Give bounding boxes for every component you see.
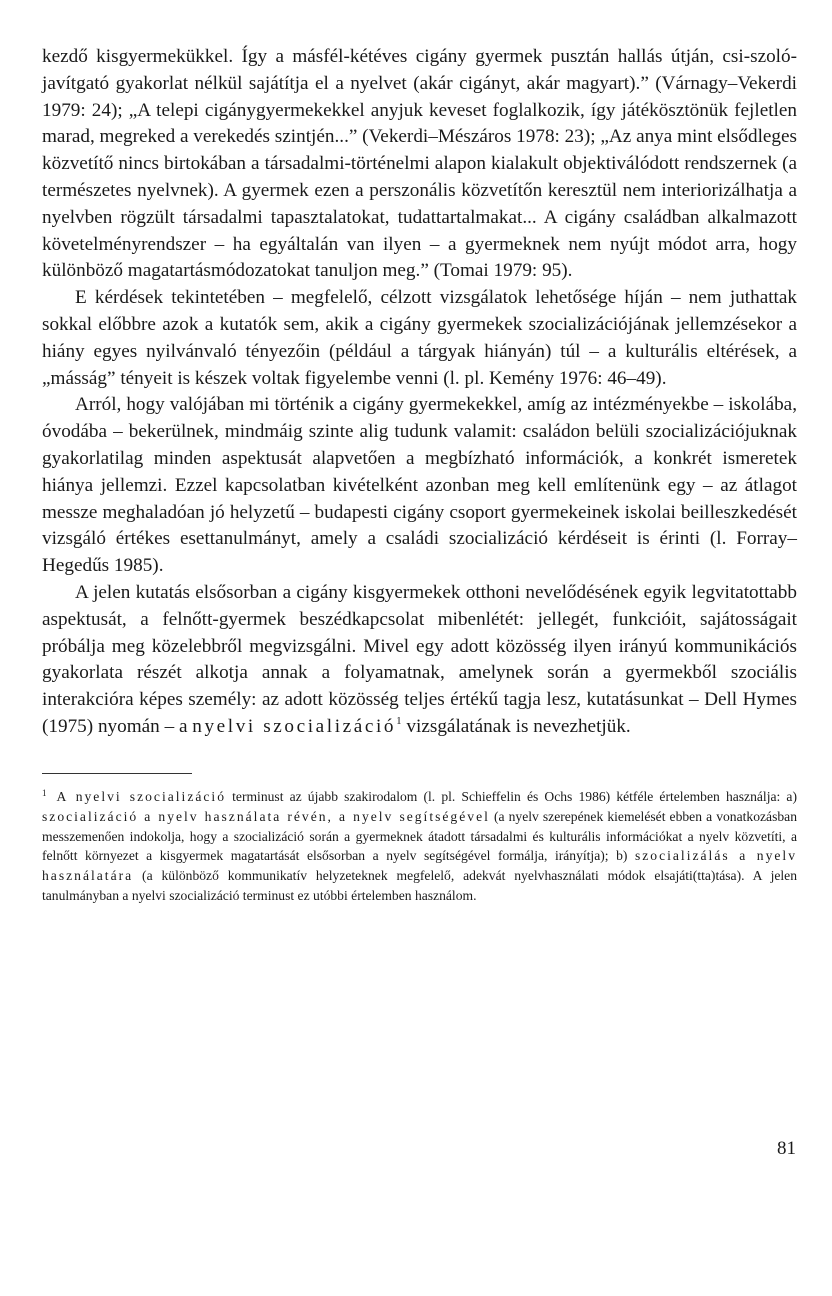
page-number: 81 — [777, 1138, 796, 1159]
paragraph-text: kezdő kisgyermekükkel. Így a másfél-kétéves cigány gyermek pusztán hallás útján, csi-szoló-javítgató gyakorlat nélkül sajátítja el a nyelvet (akár cigányt, akár magyart).” (Várnagy–Vekerdi 1979: 24); „A telepi cigánygyermekekkel anyjuk keveset foglalkozik, így játékösztönük fejletlen marad, megreked a verekedés szintjén...” (Vekerdi–Mészáros 1978: 23); „Az anya mint elsődleges közvetítő nincs birtokában a társadalmi-történelmi alapon kialakult objektiválódott rendszernek (a természetes nyelvnek). A gyermek ezen a perszonális közvetítőn keresztül nem interiorizálhatja a nyelvben rögzült társadalmi tapasztalatokat, tudattartalmakat... A cigány családban alkalmazott követelményrendszer – ha egyáltalán van ilyen – a gyermeknek nem nyújt módot arra, hogy különböző magatartásmódozatokat tanuljon meg.” (Tomai 1979: 95). — [42, 46, 797, 282]
paragraph-text: A jelen kutatás elsősorban a cigány kisgyermekek otthoni nevelődésének egyik legvitatottabb aspektusát, a felnőtt-gyermek beszédkapcsolat mibenlétét: jellegét, funkcióit, sajátosságait próbálja meg közelebbről megvizsgálni. Mivel egy adott közösség ilyen irányú kommunikációs gyakorlata részét alkotja annak a folyamatnak, amelynek során a gyermekből szociális interakcióra képes személy: az adott közösség teljes értékű tagja lesz, kutatásunkat – Dell Hymes (1975) nyomán – a — [42, 581, 797, 737]
footnote-text: (a nyelv szerepének kiemelését ebben a vonatkozásban messzemenően indokolja, hogy a szocializáció során a gyermeknek átadott társadalmi és kulturális információkat a nyelv közvetíti, a felnőtt környezet a kisgyermek magatartását elsősorban a nyelv segítségével formálja, irányítja); b) — [42, 808, 797, 864]
paragraph — [42, 44, 797, 285]
footnote-text: terminust az újabb szakirodalom (l. pl. Schieffelin és Ochs 1986) kétféle értelemben használja: a) — [226, 789, 797, 804]
emphasized-term: szocializálás a nyelv használatára — [42, 848, 797, 884]
paragraph-text: Arról, hogy valójában mi történik a cigány gyermekekkel, amíg az intézményekbe – iskolába, óvodába – bekerülnek, mindmáig szinte alig tudunk valamit: családon belüli szocializációjuknak gyakorlatilag minden aspektusát alapvetően a megbízható információk, a konkrét ismeretek hiánya jellemzi. Ezzel kapcsolatban kivételként azonban meg kell említenünk egy – az átlagot messze meghaladóan jó helyzetű – budapesti cigány csoport gyermekeinek iskolai beilleszkedését vizsgáló értékes esettanulmányt, amely a családi szocializáció kérdéseit is érinti (l. Forray–Hegedűs 1985). — [42, 394, 797, 577]
footnote-separator — [42, 773, 192, 774]
emphasized-term: A nyelvi szocializáció — [56, 789, 226, 804]
paragraph — [42, 392, 797, 580]
paragraph — [42, 285, 797, 392]
paragraph-text: vizsgálatának is nevezhetjük. — [401, 715, 631, 737]
emphasized-term: szocializáció a nyelv használata révén, a nyelv segítségével — [42, 808, 490, 824]
footnote-block — [42, 787, 797, 906]
emphasized-term: nyelvi szocializáció — [192, 715, 397, 737]
footnote-text: (a különböző kommunikatív helyzeteknek megfelelő, adekvát nyelvhasználati módok elsajáti(tta)tása). A jelen tanulmányban a nyelvi szocializáció terminust ez utóbbi értelemben használom. — [42, 868, 797, 903]
paragraph-text: E kérdések tekintetében – megfelelő, célzott vizsgálatok lehetősége híján – nem juthattak sokkal előbbre azok a kutatók sem, akik a cigány gyermekek szocializációjának jellemzésekor a hiány egyes nyilvánvaló tényezőin (például a tárgyak hiányán) túl – a kulturális eltérések, a „másság” tényeit is készek voltak figyelembe venni (l. pl. Kemény 1976: 46–49). — [42, 287, 797, 389]
paragraph — [42, 580, 797, 741]
footnote-marker: 1 — [42, 788, 47, 798]
footnote — [42, 787, 797, 906]
main-text-block — [42, 44, 797, 741]
footnote-reference: 1 — [396, 714, 402, 727]
